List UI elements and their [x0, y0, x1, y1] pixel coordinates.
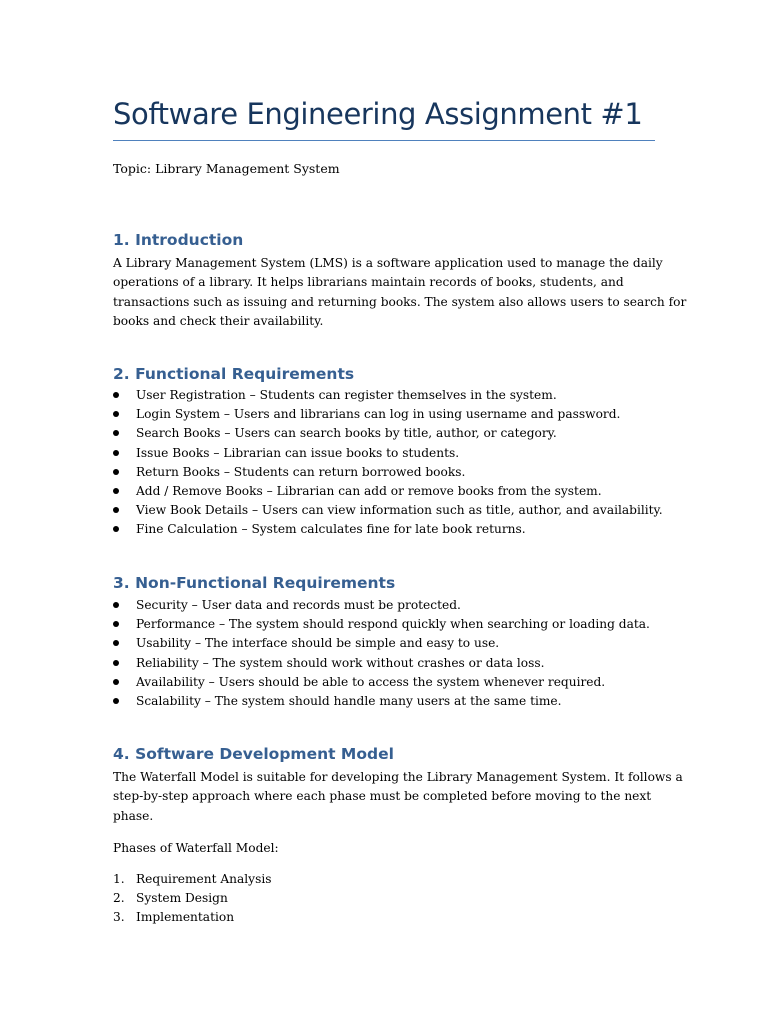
list-item: Security – User data and records must be protected.: [113, 596, 661, 615]
document-title: Software Engineering Assignment #1: [113, 92, 655, 141]
bullet-icon: [113, 640, 119, 646]
section-heading-non-functional-requirements: 3. Non-Functional Requirements: [113, 574, 396, 592]
bullet-icon: [113, 469, 119, 475]
phases-label: Phases of Waterfall Model:: [113, 841, 279, 855]
functional-requirements-list: [113, 386, 661, 540]
bullet-icon: [113, 698, 119, 704]
paragraph-line: operations of a library. It helps librarians maintain records of books, students, and: [113, 275, 624, 290]
paragraph-line: The Waterfall Model is suitable for developing the Library Management System. It follows a: [113, 770, 683, 784]
bullet-icon: [113, 450, 119, 456]
topic-line: Topic: Library Management System: [113, 161, 340, 176]
list-item: Availability – Users should be able to access the system whenever required.: [113, 673, 661, 692]
bullet-icon: [113, 411, 119, 417]
list-item: Fine Calculation – System calculates fine for late book returns.: [113, 520, 661, 539]
list-number: 2.: [113, 891, 125, 906]
list-item: Add / Remove Books – Librarian can add or remove books from the system.: [113, 482, 661, 501]
paragraph-line: phase.: [113, 808, 154, 823]
bullet-icon: [113, 507, 119, 513]
bullet-icon: [113, 488, 119, 494]
section-heading-functional-requirements: 2. Functional Requirements: [113, 365, 355, 383]
list-item: 3. Implementation: [113, 908, 661, 927]
bullet-icon: [113, 621, 119, 627]
list-item: Scalability – The system should handle many users at the same time.: [113, 692, 661, 711]
section-heading-software-development-model: 4. Software Development Model: [113, 745, 394, 763]
bullet-icon: [113, 430, 119, 436]
list-item: Issue Books – Librarian can issue books to students.: [113, 444, 661, 463]
list-item: Reliability – The system should work without crashes or data loss.: [113, 654, 661, 673]
paragraph-line: transactions such as issuing and returning books. The system also allows users to search for: [113, 294, 687, 309]
bullet-icon: [113, 392, 119, 398]
paragraph-line: books and check their availability.: [113, 313, 324, 328]
list-number: 1.: [113, 872, 125, 886]
list-item: 2. System Design: [113, 889, 661, 908]
bullet-icon: [113, 526, 119, 532]
paragraph-line: step-by-step approach where each phase must be completed before moving to the next: [113, 789, 652, 804]
introduction-paragraph: [113, 254, 687, 331]
list-item: Performance – The system should respond quickly when searching or loading data.: [113, 615, 661, 634]
list-item: View Book Details – Users can view information such as title, author, and availability.: [113, 501, 661, 520]
list-item: Search Books – Users can search books by title, author, or category.: [113, 424, 661, 443]
section-heading-introduction: 1. Introduction: [113, 231, 244, 249]
non-functional-requirements-list: [113, 596, 661, 711]
bullet-icon: [113, 679, 119, 685]
bullet-icon: [113, 602, 119, 608]
bullet-icon: [113, 660, 119, 666]
list-item: Return Books – Students can return borrowed books.: [113, 463, 661, 482]
list-item: User Registration – Students can register themselves in the system.: [113, 386, 661, 405]
paragraph-line: A Library Management System (LMS) is a software application used to manage the daily: [113, 256, 663, 270]
development-model-paragraph: [113, 768, 683, 826]
list-item: Usability – The interface should be simple and easy to use.: [113, 634, 661, 653]
waterfall-phases-list: [113, 870, 661, 928]
list-item: Login System – Users and librarians can log in using username and password.: [113, 405, 661, 424]
list-number: 3.: [113, 910, 125, 925]
list-item: 1. Requirement Analysis: [113, 870, 661, 889]
